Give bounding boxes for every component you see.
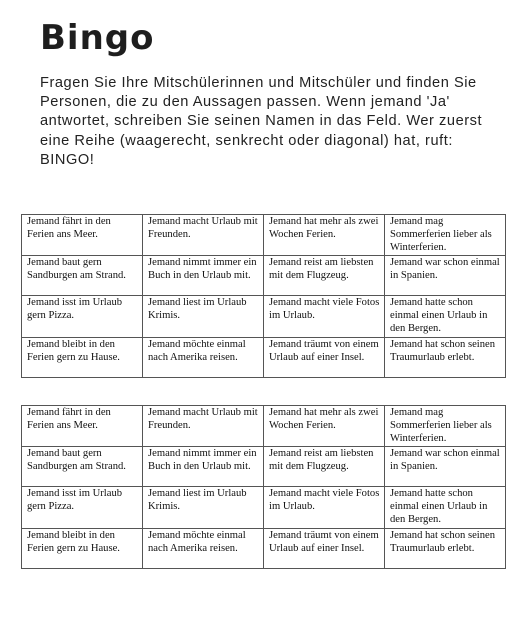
bingo-cell[interactable]: Jemand baut gern Sandburgen am Strand. xyxy=(22,256,143,296)
bingo-cell[interactable]: Jemand mag Sommerferien lieber als Winterferien. xyxy=(385,406,506,447)
bingo-cell[interactable]: Jemand macht Urlaub mit Freunden. xyxy=(143,406,264,447)
bingo-cell[interactable]: Jemand liest im Urlaub Krimis. xyxy=(143,487,264,528)
bingo-cell[interactable]: Jemand träumt von einem Urlaub auf einer Insel. xyxy=(264,337,385,377)
grid-row xyxy=(22,337,506,377)
bingo-cell[interactable]: Jemand nimmt immer ein Buch in den Urlaub mit. xyxy=(143,447,264,487)
bingo-cell[interactable]: Jemand möchte einmal nach Amerika reisen. xyxy=(143,337,264,377)
bingo-cell[interactable]: Jemand isst im Urlaub gern Pizza. xyxy=(22,487,143,528)
grid-row xyxy=(22,256,506,296)
bingo-cell[interactable]: Jemand macht viele Fotos im Urlaub. xyxy=(264,296,385,337)
bingo-cell[interactable]: Jemand macht Urlaub mit Freunden. xyxy=(143,215,264,256)
bingo-cell[interactable]: Jemand war schon einmal in Spanien. xyxy=(385,256,506,296)
page-title: Bingo xyxy=(40,18,155,58)
bingo-cell[interactable]: Jemand isst im Urlaub gern Pizza. xyxy=(22,296,143,337)
grid-row xyxy=(22,528,506,568)
bingo-cell[interactable]: Jemand hatte schon einmal einen Urlaub in den Bergen. xyxy=(385,487,506,528)
bingo-cell[interactable]: Jemand bleibt in den Ferien gern zu Hause. xyxy=(22,337,143,377)
bingo-cell[interactable]: Jemand hatte schon einmal einen Urlaub in den Bergen. xyxy=(385,296,506,337)
bingo-grid-2 xyxy=(21,405,506,569)
bingo-cell[interactable]: Jemand reist am liebsten mit dem Flugzeug. xyxy=(264,256,385,296)
grid-row xyxy=(22,487,506,528)
bingo-cell[interactable]: Jemand reist am liebsten mit dem Flugzeug. xyxy=(264,447,385,487)
bingo-cell[interactable]: Jemand nimmt immer ein Buch in den Urlaub mit. xyxy=(143,256,264,296)
grid-row xyxy=(22,447,506,487)
grid-row xyxy=(22,215,506,256)
bingo-cell[interactable]: Jemand liest im Urlaub Krimis. xyxy=(143,296,264,337)
bingo-cell[interactable]: Jemand fährt in den Ferien ans Meer. xyxy=(22,215,143,256)
bingo-cell[interactable]: Jemand träumt von einem Urlaub auf einer Insel. xyxy=(264,528,385,568)
bingo-grid-1 xyxy=(21,214,506,378)
grid-row xyxy=(22,406,506,447)
bingo-cell[interactable]: Jemand hat mehr als zwei Wochen Ferien. xyxy=(264,215,385,256)
bingo-cell[interactable]: Jemand hat mehr als zwei Wochen Ferien. xyxy=(264,406,385,447)
grid-row xyxy=(22,296,506,337)
bingo-cell[interactable]: Jemand fährt in den Ferien ans Meer. xyxy=(22,406,143,447)
bingo-cell[interactable]: Jemand mag Sommerferien lieber als Winterferien. xyxy=(385,215,506,256)
instructions-text: Fragen Sie Ihre Mitschülerinnen und Mitschüler und finden Sie Personen, die zu den Aussagen passen. Wenn jemand 'Ja' antwortet, schreiben Sie seinen Namen in das Feld. Wer zuerst eine Reihe (waagerecht, senkrecht oder diagonal) hat, ruft: BINGO! xyxy=(40,75,483,168)
bingo-cell[interactable]: Jemand hat schon seinen Traumurlaub erlebt. xyxy=(385,528,506,568)
bingo-cell[interactable]: Jemand bleibt in den Ferien gern zu Hause. xyxy=(22,528,143,568)
bingo-cell[interactable]: Jemand hat schon seinen Traumurlaub erlebt. xyxy=(385,337,506,377)
bingo-cell[interactable]: Jemand möchte einmal nach Amerika reisen. xyxy=(143,528,264,568)
bingo-cell[interactable]: Jemand baut gern Sandburgen am Strand. xyxy=(22,447,143,487)
bingo-cell[interactable]: Jemand macht viele Fotos im Urlaub. xyxy=(264,487,385,528)
bingo-cell[interactable]: Jemand war schon einmal in Spanien. xyxy=(385,447,506,487)
